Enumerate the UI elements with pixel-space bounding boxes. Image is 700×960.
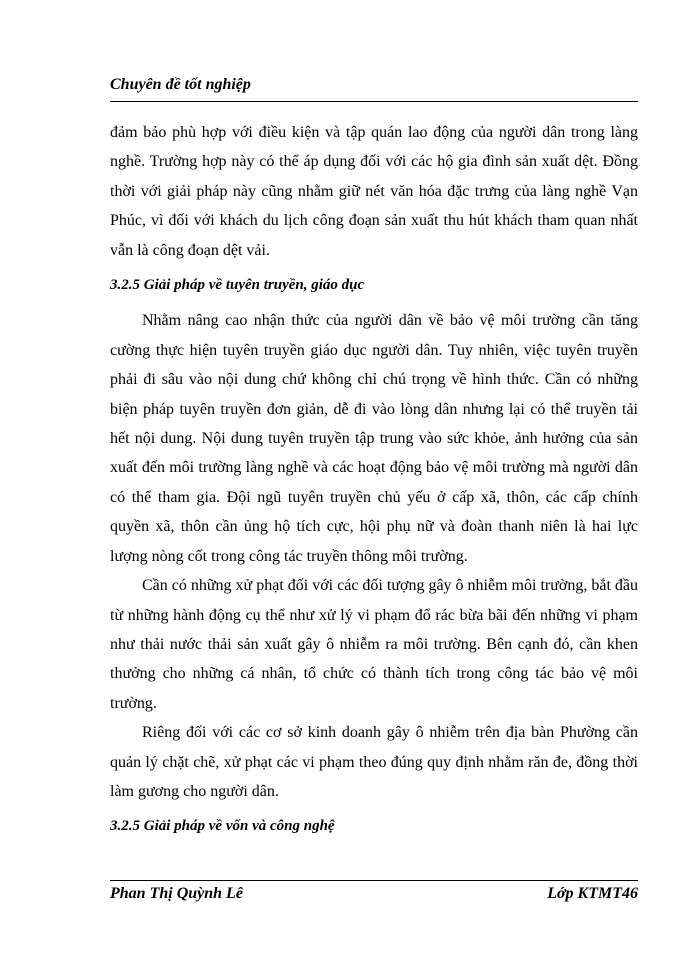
page-header: [110, 76, 638, 102]
section-heading-propaganda: 3.2.5 Giải pháp về tuyên truyền, giáo dục: [110, 277, 365, 294]
paragraph-penalties: Cần có những xử phạt đối với các đối tượng gây ô nhiễm môi trường, bắt đầu từ những hành động cụ thể như xử lý vi phạm đổ rác bừa bãi đến những vi phạm như thải nước thải sản xuất gây ô nhiễm ra môi trường. Bên cạnh đó, cần khen thưởng cho những cá nhân, tổ chức có thành tích trong công tác bảo vệ môi trường.: [110, 577, 638, 712]
paragraph-propaganda: Nhằm nâng cao nhận thức của người dân về bảo vệ môi trường cần tăng cường thực hiện tuyên truyền giáo dục người dân. Tuy nhiên, việc tuyên truyền phải đi sâu vào nội dung chứ không chỉ chú trọng về hình thức. Cần có những biện pháp tuyên truyền đơn giản, dễ đi vào lòng dân nhưng lại có thể truyền tải hết nội dung. Nội dung tuyên truyền tập trung vào sức khỏe, ảnh hưởng của sản xuất đến môi trường làng nghề và các hoạt động bảo vệ môi trường mà người dân có thể tham gia. Đội ngũ tuyên truyền chủ yếu ở cấp xã, thôn, các cấp chính quyền xã, thôn cần ủng hộ tích cực, hội phụ nữ và đoàn thanh niên là hai lực lượng nòng cốt trong công tác truyền thông môi trường.: [110, 312, 638, 565]
author-name: Phan Thị Quỳnh Lê: [110, 885, 243, 902]
paragraph-businesses: Riêng đối với các cơ sở kinh doanh gây ô nhiễm trên địa bàn Phường cần quản lý chặt chẽ, xử phạt các vi phạm theo đúng quy định nhằm răn đe, đồng thời làm gương cho người dân.: [110, 724, 638, 800]
page-footer: [110, 880, 638, 908]
section-heading-capital-technology: 3.2.5 Giải pháp về vốn và công nghệ: [110, 818, 335, 835]
document-title: Chuyên đề tốt nghiệp: [110, 76, 251, 93]
class-name: Lớp KTMT46: [547, 885, 638, 902]
paragraph-continuation: đảm bảo phù hợp với điều kiện và tập quán lao động của người dân trong làng nghề. Trường hợp này có thể áp dụng đối với các hộ gia đình sản xuất dệt. Đồng thời với giải pháp này cũng nhằm giữ nét văn hóa đặc trưng của làng nghề Vạn Phúc, vì đối với khách du lịch công đoạn sản xuất thu hút khách tham quan nhất vẫn là công đoạn dệt vải.: [110, 124, 638, 259]
document-body: [110, 118, 638, 842]
